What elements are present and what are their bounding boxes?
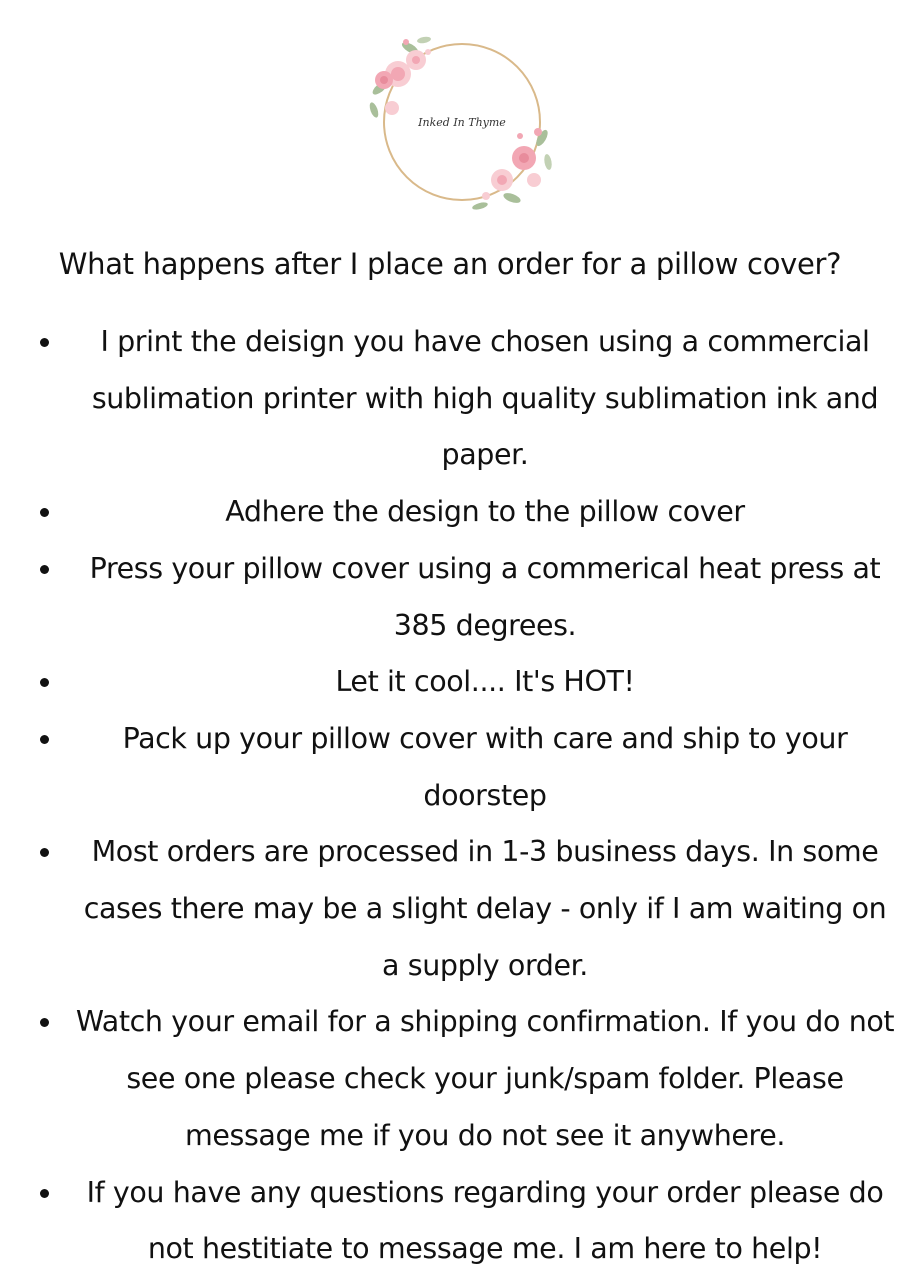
list-item xyxy=(30,711,898,824)
list-item-text: Let it cool.... It's HOT! xyxy=(335,665,635,699)
bullet-icon xyxy=(40,565,49,574)
list-item xyxy=(30,1165,898,1278)
list-item xyxy=(30,484,898,541)
list-item-text: I print the deisign you have chosen using a commercial sublimation printer with high quality sublimation ink and paper. xyxy=(91,325,879,472)
inked-in-thyme-logo xyxy=(362,30,562,215)
logo-text: Inked In Thyme xyxy=(418,116,506,129)
list-item xyxy=(30,314,898,484)
bullet-icon xyxy=(40,848,49,857)
list-item xyxy=(30,654,898,711)
list-item-text: Most orders are processed in 1-3 business days. In some cases there may be a slight delay - only if I am waiting on a supply order. xyxy=(83,835,887,982)
list-item-text: If you have any questions regarding your order please do not hestitiate to message me. I am here to help! xyxy=(86,1175,884,1266)
list-item-text: Pack up your pillow cover with care and ship to your doorstep xyxy=(122,721,848,812)
page-heading: What happens after I place an order for a pillow cover? xyxy=(58,247,842,281)
bullet-icon xyxy=(40,338,49,347)
list-item xyxy=(30,541,898,654)
list-item-text: Watch your email for a shipping confirmation. If you do not see one please check your junk/spam folder. Please message me if you do not see it anywhere. xyxy=(75,1005,895,1152)
floral-wreath-icon xyxy=(362,30,562,215)
bullet-icon xyxy=(40,678,49,687)
order-steps-list xyxy=(30,314,898,1278)
list-item xyxy=(30,824,898,994)
bullet-icon xyxy=(40,735,49,744)
bullet-icon xyxy=(40,1189,49,1198)
list-item-text: Adhere the design to the pillow cover xyxy=(225,495,745,529)
bullet-icon xyxy=(40,1018,49,1027)
list-item xyxy=(30,994,898,1164)
bullet-icon xyxy=(40,508,49,517)
list-item-text: Press your pillow cover using a commerical heat press at 385 degrees. xyxy=(89,551,881,642)
